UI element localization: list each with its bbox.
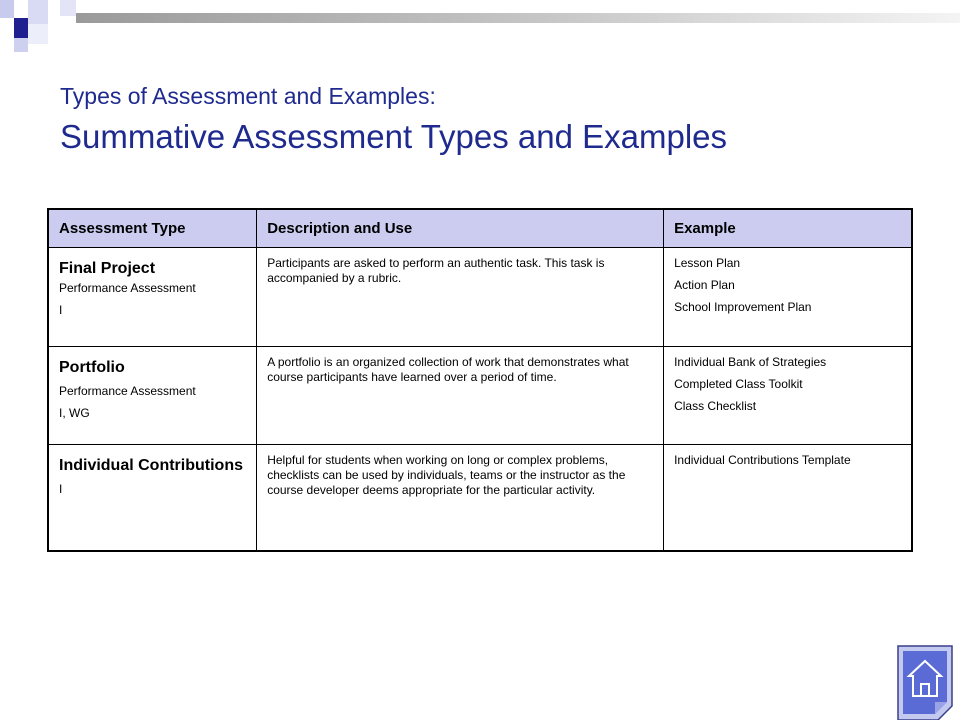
type-subtitle: Performance Assessment xyxy=(59,384,196,398)
home-button[interactable] xyxy=(894,644,960,720)
header-assessment-type: Assessment Type xyxy=(48,209,257,248)
table-header-row xyxy=(48,209,912,248)
example-item: School Improvement Plan xyxy=(674,300,812,314)
type-cell xyxy=(48,248,257,347)
example-item: Individual Contributions Template xyxy=(674,453,851,467)
example-item: Class Checklist xyxy=(674,399,757,413)
description-cell: Helpful for students when working on long or complex problems, checklists can be used by individuals, teams or the instructor as the course developer deems appropriate for the particular activity. xyxy=(257,445,664,552)
deco-square xyxy=(60,0,76,16)
example-item: Individual Bank of Strategies xyxy=(674,355,827,369)
deco-square xyxy=(14,18,28,38)
type-who: I, WG xyxy=(59,406,90,420)
title-line-1: Types of Assessment and Examples: xyxy=(60,83,436,109)
description-cell: A portfolio is an organized collection of work that demonstrates what course participants have learned over a period of time. xyxy=(257,347,664,445)
deco-square xyxy=(14,38,28,52)
type-subtitle: Performance Assessment xyxy=(59,281,196,295)
example-item: Lesson Plan xyxy=(674,256,741,270)
deco-square xyxy=(28,0,48,24)
type-name: Portfolio xyxy=(59,359,125,376)
table-row xyxy=(48,445,912,552)
type-name: Final Project xyxy=(59,260,156,277)
type-cell xyxy=(48,445,257,552)
deco-square xyxy=(28,24,48,44)
type-cell xyxy=(48,347,257,445)
table-row xyxy=(48,248,912,347)
type-name: Individual Contributions xyxy=(59,457,243,474)
example-cell xyxy=(664,347,912,445)
title-line-2: Summative Assessment Types and Examples xyxy=(60,118,728,155)
home-icon xyxy=(894,644,960,720)
slide-title xyxy=(60,82,920,158)
header-gradient-bar xyxy=(76,13,960,23)
example-item: Completed Class Toolkit xyxy=(674,377,803,391)
deco-square xyxy=(0,0,14,18)
type-who: I xyxy=(59,303,63,317)
example-cell xyxy=(664,445,912,552)
deco-square xyxy=(0,18,14,32)
header-description: Description and Use xyxy=(257,209,664,248)
assessment-table xyxy=(47,208,913,552)
deco-square xyxy=(14,0,28,18)
type-who: I xyxy=(59,482,63,496)
example-cell xyxy=(664,248,912,347)
header-example: Example xyxy=(664,209,912,248)
description-cell: Participants are asked to perform an authentic task. This task is accompanied by a rubric. xyxy=(257,248,664,347)
table-row xyxy=(48,347,912,445)
example-item: Action Plan xyxy=(674,278,735,292)
